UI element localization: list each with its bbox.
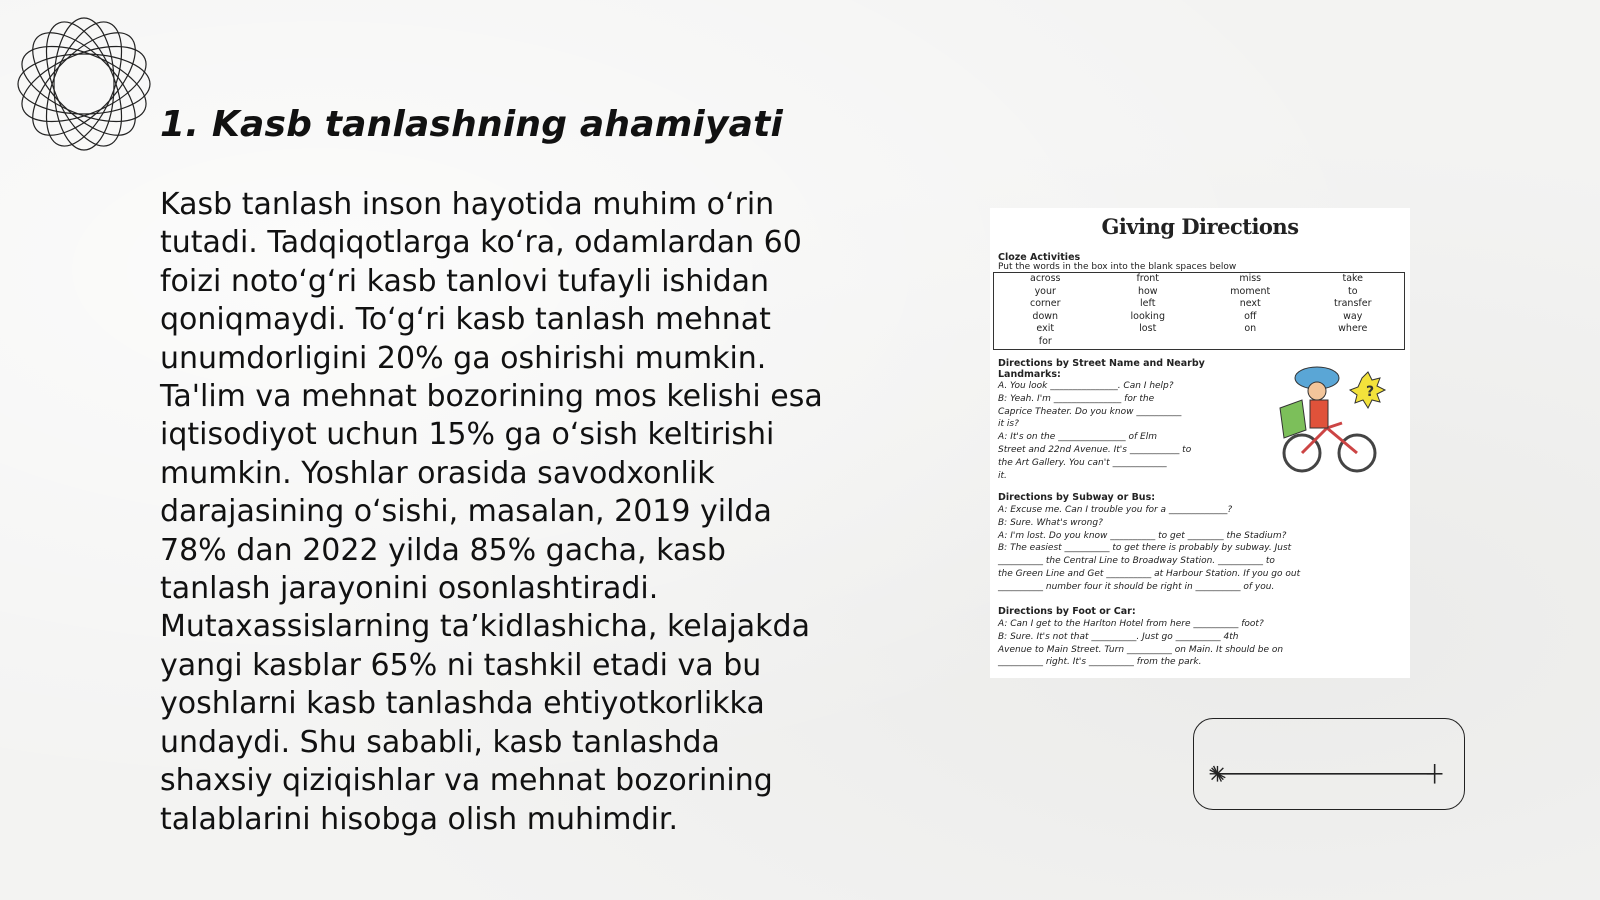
- word-bank-item: way: [1343, 310, 1363, 322]
- street-heading-line: Landmarks:: [998, 369, 1061, 380]
- word-bank-item: looking: [1130, 310, 1165, 322]
- foot-heading: Directions by Foot or Car:: [998, 606, 1136, 617]
- decorative-slider-frame: [1193, 718, 1465, 810]
- slide-title: 1. Kasb tanlashning ahamiyati: [160, 104, 784, 145]
- foot-dialogue: [998, 618, 1283, 669]
- word-bank-item: moment: [1230, 285, 1271, 297]
- dialogue-line: it.: [998, 470, 1007, 481]
- subway-heading: Directions by Subway or Bus:: [998, 492, 1156, 503]
- word-bank-item: down: [1032, 310, 1059, 322]
- dialogue-line: A. You look _______________. Can I help?: [998, 381, 1174, 391]
- word-bank-item: your: [1034, 285, 1056, 297]
- starburst-icon: [1210, 766, 1226, 782]
- word-bank-item: corner: [1029, 298, 1061, 309]
- dialogue-line: B: Sure. It's not that __________. Just go __________ 4th: [998, 631, 1239, 642]
- dialogue-line: the Art Gallery. You can't ____________: [998, 457, 1167, 468]
- word-bank-item: to: [1347, 285, 1358, 297]
- dialogue-line: A: Excuse me. Can I trouble you for a _____________?: [998, 505, 1233, 515]
- street-heading: [998, 358, 1205, 380]
- dialogue-line: A: I'm lost. Do you know __________ to get ________ the Stadium?: [998, 530, 1287, 541]
- dialogue-line: B: Sure. What's wrong?: [998, 517, 1103, 528]
- svg-text:?: ?: [1366, 384, 1375, 400]
- dialogue-line: __________ right. It's __________ from the park.: [998, 657, 1202, 668]
- word-bank-item: left: [1140, 298, 1156, 309]
- word-bank-item: off: [1244, 310, 1257, 322]
- dialogue-line: Caprice Theater. Do you know __________: [998, 406, 1182, 417]
- slide-body-text: Kasb tanlash inson hayotida muhim o‘rin tutadi. Tadqiqotlarga ko‘ra, odamlardan 60 foizi noto‘g‘ri kasb tanlovi tufayli ishidan qoniqmaydi. To‘g‘ri kasb tanlash mehnat unumdorligini 20% ga oshirishi mumkin. Ta'lim va mehnat bozorining mos kelishi esa iqtisodiyot uchun 15% ga o‘sish keltirishi mumkin. Yoshlar orasida savodxonlik darajasining o‘sishi, masalan, 2019 yilda 78% dan 2022 yilda 85% gacha, kasb tanlash jarayonini osonlashtiradi. Mutaxassislarning ta’kidlashicha, kelajakda yangi kasblar 65% ni tashkil etadi va bu yoshlarni kasb tanlashda ehtiyotkorlikka undaydi. Shu sababli, kasb tanlashda shaxsiy qiziqishlar va mehnat bozorining talablarini hisobga olish muhimdir.: [160, 187, 823, 837]
- dialogue-line: Street and 22nd Avenue. It's ___________ to: [998, 444, 1192, 455]
- word-bank-item: how: [1137, 285, 1158, 297]
- word-bank-item: on: [1244, 323, 1257, 334]
- dialogue-line: __________ the Central Line to Broadway Station. __________ to: [998, 556, 1275, 567]
- worksheet-image: [990, 208, 1410, 678]
- street-heading-line: Directions by Street Name and Nearby: [998, 358, 1205, 369]
- dialogue-line: B: The easiest __________ to get there is probably by subway. Just: [998, 543, 1292, 554]
- word-bank-item: next: [1239, 298, 1261, 309]
- dialogue-line: B: Yeah. I'm _______________ for the: [998, 393, 1155, 404]
- word-bank-item: where: [1338, 323, 1368, 334]
- decorative-slider-track: [1194, 719, 1464, 809]
- cloze-heading: Cloze Activities: [998, 252, 1081, 263]
- dialogue-line: __________ number four it should be right in __________ of you.: [998, 581, 1275, 592]
- word-bank: [993, 272, 1405, 350]
- word-bank-item: miss: [1239, 273, 1262, 284]
- word-bank-item: for: [1038, 335, 1052, 347]
- word-bank-item: exit: [1036, 323, 1055, 334]
- dialogue-line: Avenue to Main Street. Turn __________ on Main. It should be on: [998, 644, 1284, 655]
- dialogue-line: the Green Line and Get __________ at Harbour Station. If you go out: [998, 568, 1301, 579]
- spirograph-logo-icon: [10, 10, 158, 158]
- street-dialogue: [998, 380, 1268, 482]
- dialogue-line: A: It's on the _______________ of Elm: [998, 432, 1157, 443]
- word-bank-item: lost: [1139, 323, 1157, 334]
- dialogue-line: it is?: [998, 419, 1019, 430]
- cloze-instruction: Put the words in the box into the blank spaces below: [998, 262, 1237, 272]
- worksheet-title: Giving Directions: [1101, 214, 1299, 239]
- dialogue-line: A: Can I get to the Harlton Hotel from here __________ foot?: [998, 619, 1264, 629]
- cyclist-with-map-icon: [1272, 358, 1387, 478]
- word-bank-item: across: [1030, 273, 1061, 284]
- subway-dialogue: [998, 504, 1300, 594]
- sparkle-icon: [1427, 764, 1443, 784]
- word-bank-item: transfer: [1333, 298, 1372, 309]
- word-bank-item: front: [1136, 273, 1160, 284]
- word-bank-item: take: [1342, 273, 1364, 284]
